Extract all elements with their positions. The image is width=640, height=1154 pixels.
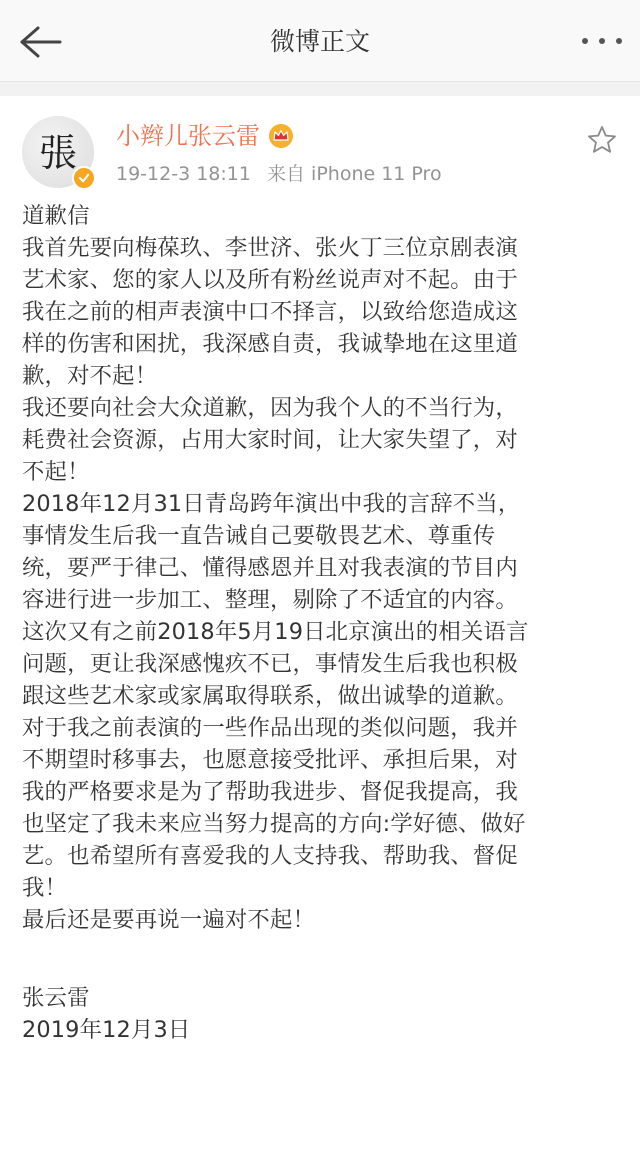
post-line: 统，要严于律己、懂得感恩并且对我表演的节目内 [22,555,518,581]
post-line: 我在之前的相声表演中口不择言，以致给您造成这 [22,299,518,325]
page-title: 微博正文 [269,27,370,56]
avatar-glyph: 張 [38,131,78,175]
signature-name: 张云雷 [22,985,90,1011]
post-timestamp: 19-12-3 18:11 [116,163,251,185]
favorite-star-icon[interactable] [586,124,618,156]
post-line: 样的伤害和困扰，我深感自责，我诚挚地在这里道 [22,331,518,357]
post-header [0,96,640,196]
post-line: 这次又有之前2018年5月19日北京演出的相关语言 [22,619,529,645]
post-line: 容进行进一步加工、整理，剔除了不适宜的内容。 [22,587,518,613]
post-body [22,200,620,1046]
more-options-button[interactable] [582,30,622,52]
post-line: 耗费社会资源，占用大家时间，让大家失望了，对 [22,427,518,453]
post-line: 2018年12月31日青岛跨年演出中我的言辞不当， [22,491,521,517]
post-line: 道歉信 [22,203,90,229]
post-line: 艺术家、您的家人以及所有粉丝说声对不起。由于 [22,267,518,293]
post-line: 问题，更让我深感愧疚不已，事情发生后我也积极 [22,651,518,677]
more-dot [616,38,622,44]
post-line: 跟这些艺术家或家属取得联系，做出诚挚的道歉。 [22,683,518,709]
top-navigation-bar [0,0,640,82]
post-line: 不期望时移事去，也愿意接受批评、承担后果，对 [22,747,518,773]
author-row [116,118,294,154]
post-line: 我的严格要求是为了帮助我进步、督促我提高，我 [22,779,518,805]
post-line: 我首先要向梅葆玖、李世济、张火丁三位京剧表演 [22,235,518,261]
post-line: 我！ [22,875,68,901]
post-line: 对于我之前表演的一些作品出现的类似问题，我并 [22,715,518,741]
post-line: 艺。也希望所有喜爱我的人支持我、帮助我、督促 [22,843,518,869]
post-source: 来自 iPhone 11 Pro [267,163,442,185]
vip-crown-icon[interactable] [268,123,294,149]
post-line: 最后还是要再说一遍对不起！ [22,907,316,933]
author-name[interactable]: 小辫儿张云雷 [116,122,260,150]
post-line: 歉，对不起！ [22,363,158,389]
post-line: 不起！ [22,459,90,485]
post-line: 也坚定了我未来应当努力提高的方向:学好德、做好 [22,811,526,837]
more-dot [599,38,605,44]
avatar[interactable] [22,116,94,188]
more-dots-icon [582,38,588,44]
verified-badge-icon [72,166,96,190]
post-line: 事情发生后我一直告诫自己要敬畏艺术、尊重传 [22,523,496,549]
paragraph-spacer [22,936,620,982]
post-line: 我还要向社会大众道歉，因为我个人的不当行为， [22,395,518,421]
section-divider [0,82,640,96]
post-meta [116,160,442,188]
signature-date: 2019年12月3日 [22,1017,191,1043]
